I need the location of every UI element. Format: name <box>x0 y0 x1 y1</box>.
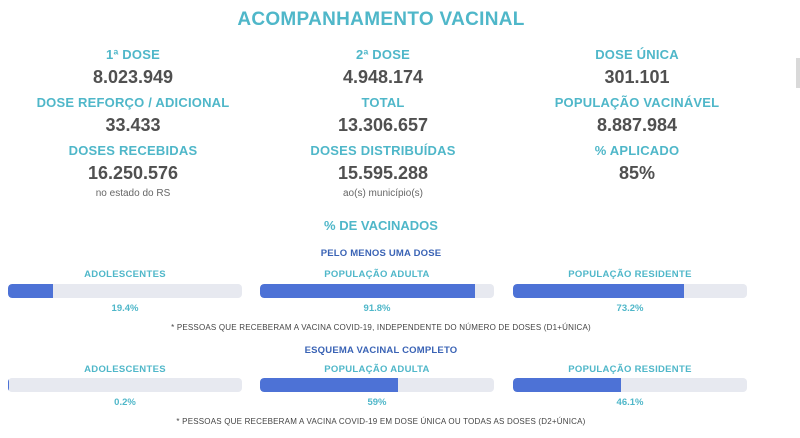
stat-note: ao(s) município(s) <box>342 188 424 199</box>
stat-value: 33.433 <box>105 115 161 135</box>
progress-fill <box>513 284 684 298</box>
group-subtitle-one-dose: PELO MENOS UMA DOSE <box>320 248 442 259</box>
progress-bar-residents-one-dose <box>513 284 747 298</box>
bar-percent: 0.2% <box>114 397 136 408</box>
footnote-one-dose: * PESSOAS QUE RECEBERAM A VACINA COVID-19, INDEPENDENTE DO NÚMERO DE DOSES (D1+ÚNICA) <box>171 323 591 332</box>
stat-value: 16.250.576 <box>87 163 179 183</box>
stat-booster-dose <box>8 95 258 136</box>
stat-label: TOTAL <box>361 95 405 110</box>
progress-fill <box>260 378 398 392</box>
stat-vaccinable-population <box>512 95 762 136</box>
bar-percent: 73.2% <box>616 303 644 314</box>
stat-value: 13.306.657 <box>337 115 429 135</box>
bar-percent: 91.8% <box>363 303 391 314</box>
progress-bar-adults-complete <box>260 378 494 392</box>
stat-second-dose <box>258 47 508 88</box>
bar-label: ADOLESCENTES <box>84 269 166 280</box>
progress-bar-adolescents-one-dose <box>8 284 242 298</box>
stat-label: DOSE REFORÇO / ADICIONAL <box>36 95 230 110</box>
bar-percent: 59% <box>367 397 387 408</box>
stat-value: 301.101 <box>604 67 670 87</box>
stat-label: % APLICADO <box>594 143 680 158</box>
scrollbar-thumb[interactable] <box>796 58 800 88</box>
progress-bar-residents-complete <box>513 378 747 392</box>
vaccinated-section-title: % DE VACINADOS <box>324 218 438 233</box>
group-subtitle-complete-schedule: ESQUEMA VACINAL COMPLETO <box>304 345 458 356</box>
stat-doses-distributed <box>258 143 508 199</box>
progress-bar-adults-one-dose <box>260 284 494 298</box>
bar-label: POPULAÇÃO RESIDENTE <box>568 269 692 280</box>
stat-value: 15.595.288 <box>337 163 429 183</box>
stat-value: 8.887.984 <box>596 115 678 135</box>
stat-value: 85% <box>618 163 656 183</box>
bar-label: POPULAÇÃO RESIDENTE <box>568 364 692 375</box>
stat-label: DOSE ÚNICA <box>595 47 679 62</box>
progress-bar-adolescents-complete <box>8 378 242 392</box>
stat-label: POPULAÇÃO VACINÁVEL <box>554 95 720 110</box>
stat-first-dose <box>8 47 258 88</box>
bar-label: POPULAÇÃO ADULTA <box>324 269 430 280</box>
stat-percent-applied <box>512 143 762 184</box>
stat-total <box>258 95 508 136</box>
footnote-complete-schedule: * PESSOAS QUE RECEBERAM A VACINA COVID-19 EM DOSE ÚNICA OU TODAS AS DOSES (D2+ÚNICA) <box>176 417 586 426</box>
stat-label: DOSES RECEBIDAS <box>68 143 198 158</box>
progress-fill <box>8 284 53 298</box>
stat-label: 1ª DOSE <box>106 47 160 62</box>
stat-label: 2ª DOSE <box>356 47 410 62</box>
stat-doses-received <box>8 143 258 199</box>
stat-value: 4.948.174 <box>342 67 424 87</box>
bar-percent: 19.4% <box>111 303 139 314</box>
bar-label: ADOLESCENTES <box>84 364 166 375</box>
stat-single-dose <box>512 47 762 88</box>
progress-fill <box>513 378 621 392</box>
progress-fill <box>260 284 475 298</box>
page-title: ACOMPANHAMENTO VACINAL <box>237 9 525 30</box>
stat-label: DOSES DISTRIBUÍDAS <box>310 143 456 158</box>
bar-label: POPULAÇÃO ADULTA <box>324 364 430 375</box>
bar-percent: 46.1% <box>616 397 644 408</box>
stat-note: no estado do RS <box>95 188 171 199</box>
stat-value: 8.023.949 <box>92 67 174 87</box>
